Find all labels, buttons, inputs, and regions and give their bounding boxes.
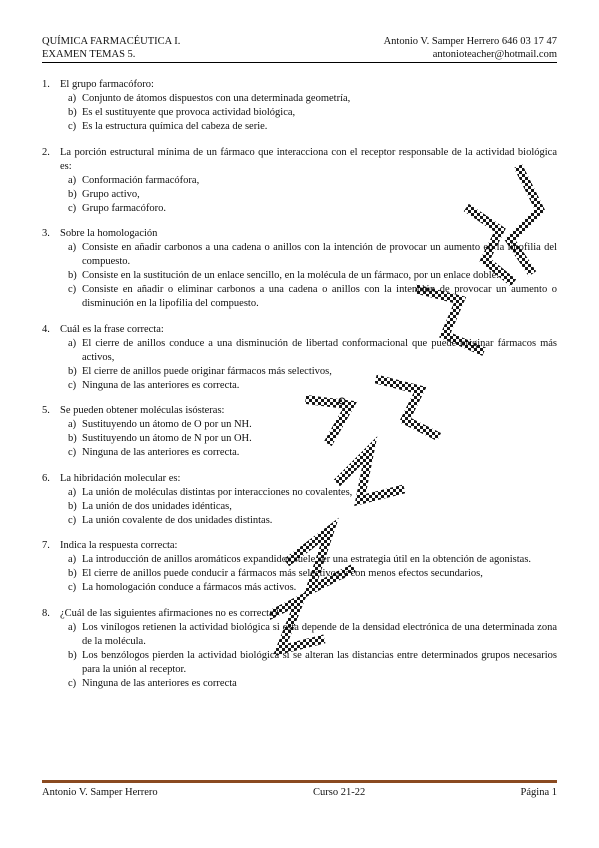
question-item <box>42 78 557 134</box>
question-item <box>42 227 557 311</box>
question-text: La hibridación molecular es: <box>60 472 181 484</box>
question-stem <box>42 607 557 621</box>
question-stem <box>42 78 557 92</box>
option-text: Es la estructura química del cabeza de serie. <box>82 121 268 132</box>
answer-option <box>42 188 557 202</box>
option-text: Es el sustituyente que provoca actividad biológica, <box>82 107 296 118</box>
option-label: a) <box>68 337 77 349</box>
option-text: Grupo activo, <box>82 188 140 200</box>
question-stem <box>42 323 557 337</box>
answer-option <box>42 418 557 432</box>
answer-option <box>42 677 557 691</box>
option-label: c) <box>68 202 77 214</box>
question-number: 1. <box>42 79 50 90</box>
answer-option <box>42 432 557 446</box>
option-label: b) <box>68 270 77 281</box>
option-text: Ninguna de las anteriores es correcta. <box>82 447 240 458</box>
question-number: 6. <box>42 472 50 484</box>
option-text: Los benzólogos pierden la actividad biológica si se alteran las distancias entre determinados grupos necesarios para la unión al receptor. <box>82 649 557 675</box>
question-item <box>42 146 557 216</box>
question-text: ¿Cuál de las siguientes afirmaciones no es correcta? <box>60 607 279 619</box>
question-number: 3. <box>42 228 50 239</box>
answer-option <box>42 581 557 595</box>
option-text: El cierre de anillos conduce a una disminución de libertad conformacional que puede originar fármacos más activos, <box>82 337 557 363</box>
option-label: c) <box>68 514 77 526</box>
answer-option <box>42 365 557 379</box>
answer-option <box>42 649 557 677</box>
answer-option <box>42 174 557 188</box>
page-footer <box>42 787 557 798</box>
question-number: 4. <box>42 323 50 335</box>
question-list <box>42 78 557 702</box>
option-text: Consiste en la sustitución de un enlace sencillo, en la molécula de un fármaco, por un enlace doble. <box>82 270 499 281</box>
footer-rule <box>42 780 557 783</box>
option-label: c) <box>68 582 77 593</box>
header-course-title: QUÍMICA FARMACÉUTICA I. <box>42 36 181 47</box>
answer-option <box>42 553 557 567</box>
option-text: Los vinílogos retienen la actividad biológica si esta depende de la densidad electrónica de una determinada zona de la molécula. <box>82 621 557 647</box>
question-text: Sobre la homologación <box>60 228 158 239</box>
option-label: c) <box>68 677 77 689</box>
option-label: b) <box>68 649 77 661</box>
option-label: c) <box>68 284 77 295</box>
answer-option <box>42 283 557 311</box>
answer-option <box>42 202 557 216</box>
option-label: c) <box>68 121 77 132</box>
question-text: Se pueden obtener moléculas isósteras: <box>60 405 225 416</box>
answer-option <box>42 337 557 365</box>
option-text: Grupo farmacóforo. <box>82 202 166 214</box>
option-text: La unión de dos unidades idénticas, <box>82 500 232 512</box>
question-stem <box>42 539 557 553</box>
option-label: b) <box>68 365 77 377</box>
footer-course: Curso 21-22 <box>313 787 366 798</box>
option-text: Sustituyendo un átomo de N por un OH. <box>82 433 252 444</box>
answer-option <box>42 500 557 514</box>
question-text: La porción estructural mínima de un fármaco que interacciona con el receptor responsable de la actividad biológica es: <box>60 146 557 172</box>
option-text: Conjunto de átomos dispuestos con una determinada geometría, <box>82 93 351 104</box>
footer-author: Antonio V. Samper Herrero <box>42 787 158 798</box>
option-text: Sustituyendo un átomo de O por un NH. <box>82 419 252 430</box>
option-label: c) <box>68 379 77 391</box>
question-stem <box>42 404 557 418</box>
option-text: Consiste en añadir carbonos a una cadena o anillos con la intención de provocar un aumento en la lipofilia del compuesto. <box>82 242 557 267</box>
option-label: b) <box>68 433 77 444</box>
question-item <box>42 404 557 460</box>
option-text: La homologación conduce a fármacos más activos. <box>82 582 297 593</box>
question-number: 5. <box>42 405 50 416</box>
answer-option <box>42 269 557 283</box>
option-text: El cierre de anillos puede originar fármacos más selectivos, <box>82 365 332 377</box>
question-stem <box>42 146 557 174</box>
option-label: b) <box>68 107 77 118</box>
option-text: El cierre de anillos puede conducir a fármacos más selectivos y con menos efectos secundarios, <box>82 568 483 579</box>
option-label: a) <box>68 621 77 633</box>
option-label: b) <box>68 188 77 200</box>
option-text: La introducción de anillos aromáticos expandidos suele ser una estrategia útil en la obtención de agonistas. <box>82 554 532 565</box>
header-author-phone: Antonio V. Samper Herrero 646 03 17 47 <box>383 36 557 47</box>
option-label: a) <box>68 554 77 565</box>
option-text: La unión de moléculas distintas por interacciones no covalentes, <box>82 486 353 498</box>
option-label: a) <box>68 419 77 430</box>
answer-option <box>42 379 557 393</box>
option-text: Ninguna de las anteriores es correcta <box>82 677 237 689</box>
answer-option <box>42 92 557 106</box>
answer-option <box>42 120 557 134</box>
option-label: a) <box>68 486 77 498</box>
answer-option <box>42 106 557 120</box>
question-stem <box>42 227 557 241</box>
option-label: a) <box>68 93 77 104</box>
question-number: 2. <box>42 146 50 158</box>
answer-option <box>42 241 557 269</box>
answer-option <box>42 567 557 581</box>
answer-option <box>42 446 557 460</box>
question-item <box>42 472 557 528</box>
question-item <box>42 607 557 691</box>
answer-option <box>42 514 557 528</box>
option-text: Conformación farmacófora, <box>82 174 200 186</box>
option-label: b) <box>68 500 77 512</box>
question-stem <box>42 472 557 486</box>
option-text: Consiste en añadir o eliminar carbonos a una cadena o anillos con la intención de provocar un aumento o disminución en la lipofilia del compuesto. <box>82 284 557 309</box>
option-text: La unión covalente de dos unidades distintas. <box>82 514 273 526</box>
question-number: 8. <box>42 607 50 619</box>
question-item <box>42 539 557 595</box>
option-text: Ninguna de las anteriores es correcta. <box>82 379 240 391</box>
question-text: Cuál es la frase correcta: <box>60 323 164 335</box>
header-rule <box>42 62 557 63</box>
question-text: Indica la respuesta correcta: <box>60 540 178 551</box>
header-exam-title: EXAMEN TEMAS 5. <box>42 48 136 60</box>
answer-option <box>42 621 557 649</box>
footer-page-number: Página 1 <box>520 787 557 798</box>
page-header <box>42 36 557 61</box>
question-item <box>42 323 557 393</box>
option-label: c) <box>68 447 77 458</box>
answer-option <box>42 486 557 500</box>
option-label: a) <box>68 242 77 253</box>
option-label: a) <box>68 174 77 186</box>
question-text: El grupo farmacóforo: <box>60 79 154 90</box>
option-label: b) <box>68 568 77 579</box>
header-email: antonioteacher@hotmail.com <box>432 48 557 60</box>
question-number: 7. <box>42 540 50 551</box>
